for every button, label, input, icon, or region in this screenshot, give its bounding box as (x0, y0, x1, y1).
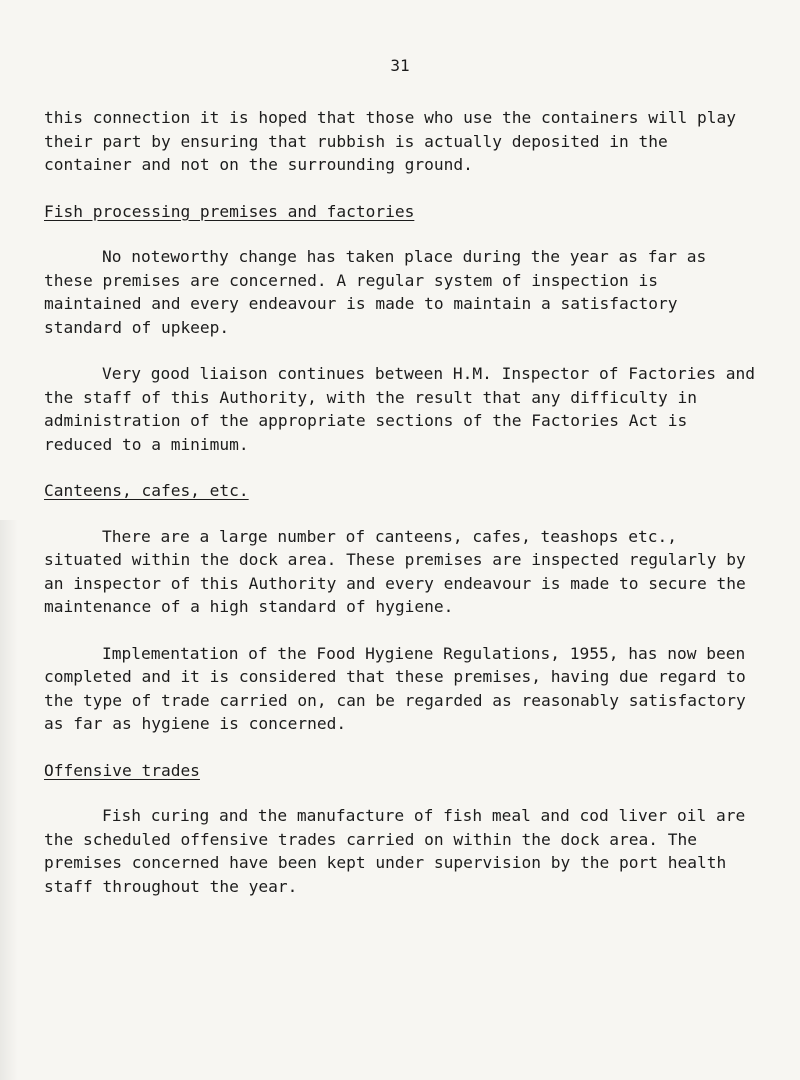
section-heading-fish-processing: Fish processing premises and factories (44, 201, 415, 221)
section-offensive-trades (44, 759, 764, 805)
section-heading-offensive-trades: Offensive trades (44, 760, 200, 780)
document-body (44, 106, 764, 921)
canteens-paragraph-2: Implementation of the Food Hygiene Regulations, 1955, has now been completed and it is considered that these premises, having due regard to the type of trade carried on, can be regarded as reasonably satisfactory as far as hygiene is concerned. (44, 643, 756, 733)
section-heading-canteens: Canteens, cafes, etc. (44, 481, 249, 500)
fish-paragraph-1: No noteworthy change has taken place during the year as far as these premises are concerned. A regular system of inspection is maintained and every endeavour is made to maintain a satisfactory standard of upkeep. (44, 247, 716, 337)
offensive-paragraph-1: Fish curing and the manufacture of fish meal and cod liver oil are the scheduled offensive trades carried on within the dock area. The premises concerned have been kept under supervision by the port health staff throughout the year. (44, 806, 755, 896)
page-edge-shadow (0, 520, 18, 1080)
section-canteens (44, 479, 764, 525)
canteens-paragraph-1: There are a large number of canteens, cafes, teashops etc., situated within the dock area. These premises are inspected regularly by an inspector of this Authority and every endeavour is made to secure the maintenance of a high standard of hygiene. (44, 526, 756, 616)
page-number: 31 (390, 56, 410, 75)
intro-paragraph: this connection it is hoped that those who use the containers will play their part by ensuring that rubbish is actually deposited in the container and not on the surrounding ground. (44, 108, 746, 174)
fish-paragraph-2: Very good liaison continues between H.M. Inspector of Factories and the staff of this Authority, with the result that any difficulty in administration of the appropriate sections of the Factories Act is reduced to a minimum. (44, 364, 765, 454)
section-fish-processing (44, 200, 764, 246)
